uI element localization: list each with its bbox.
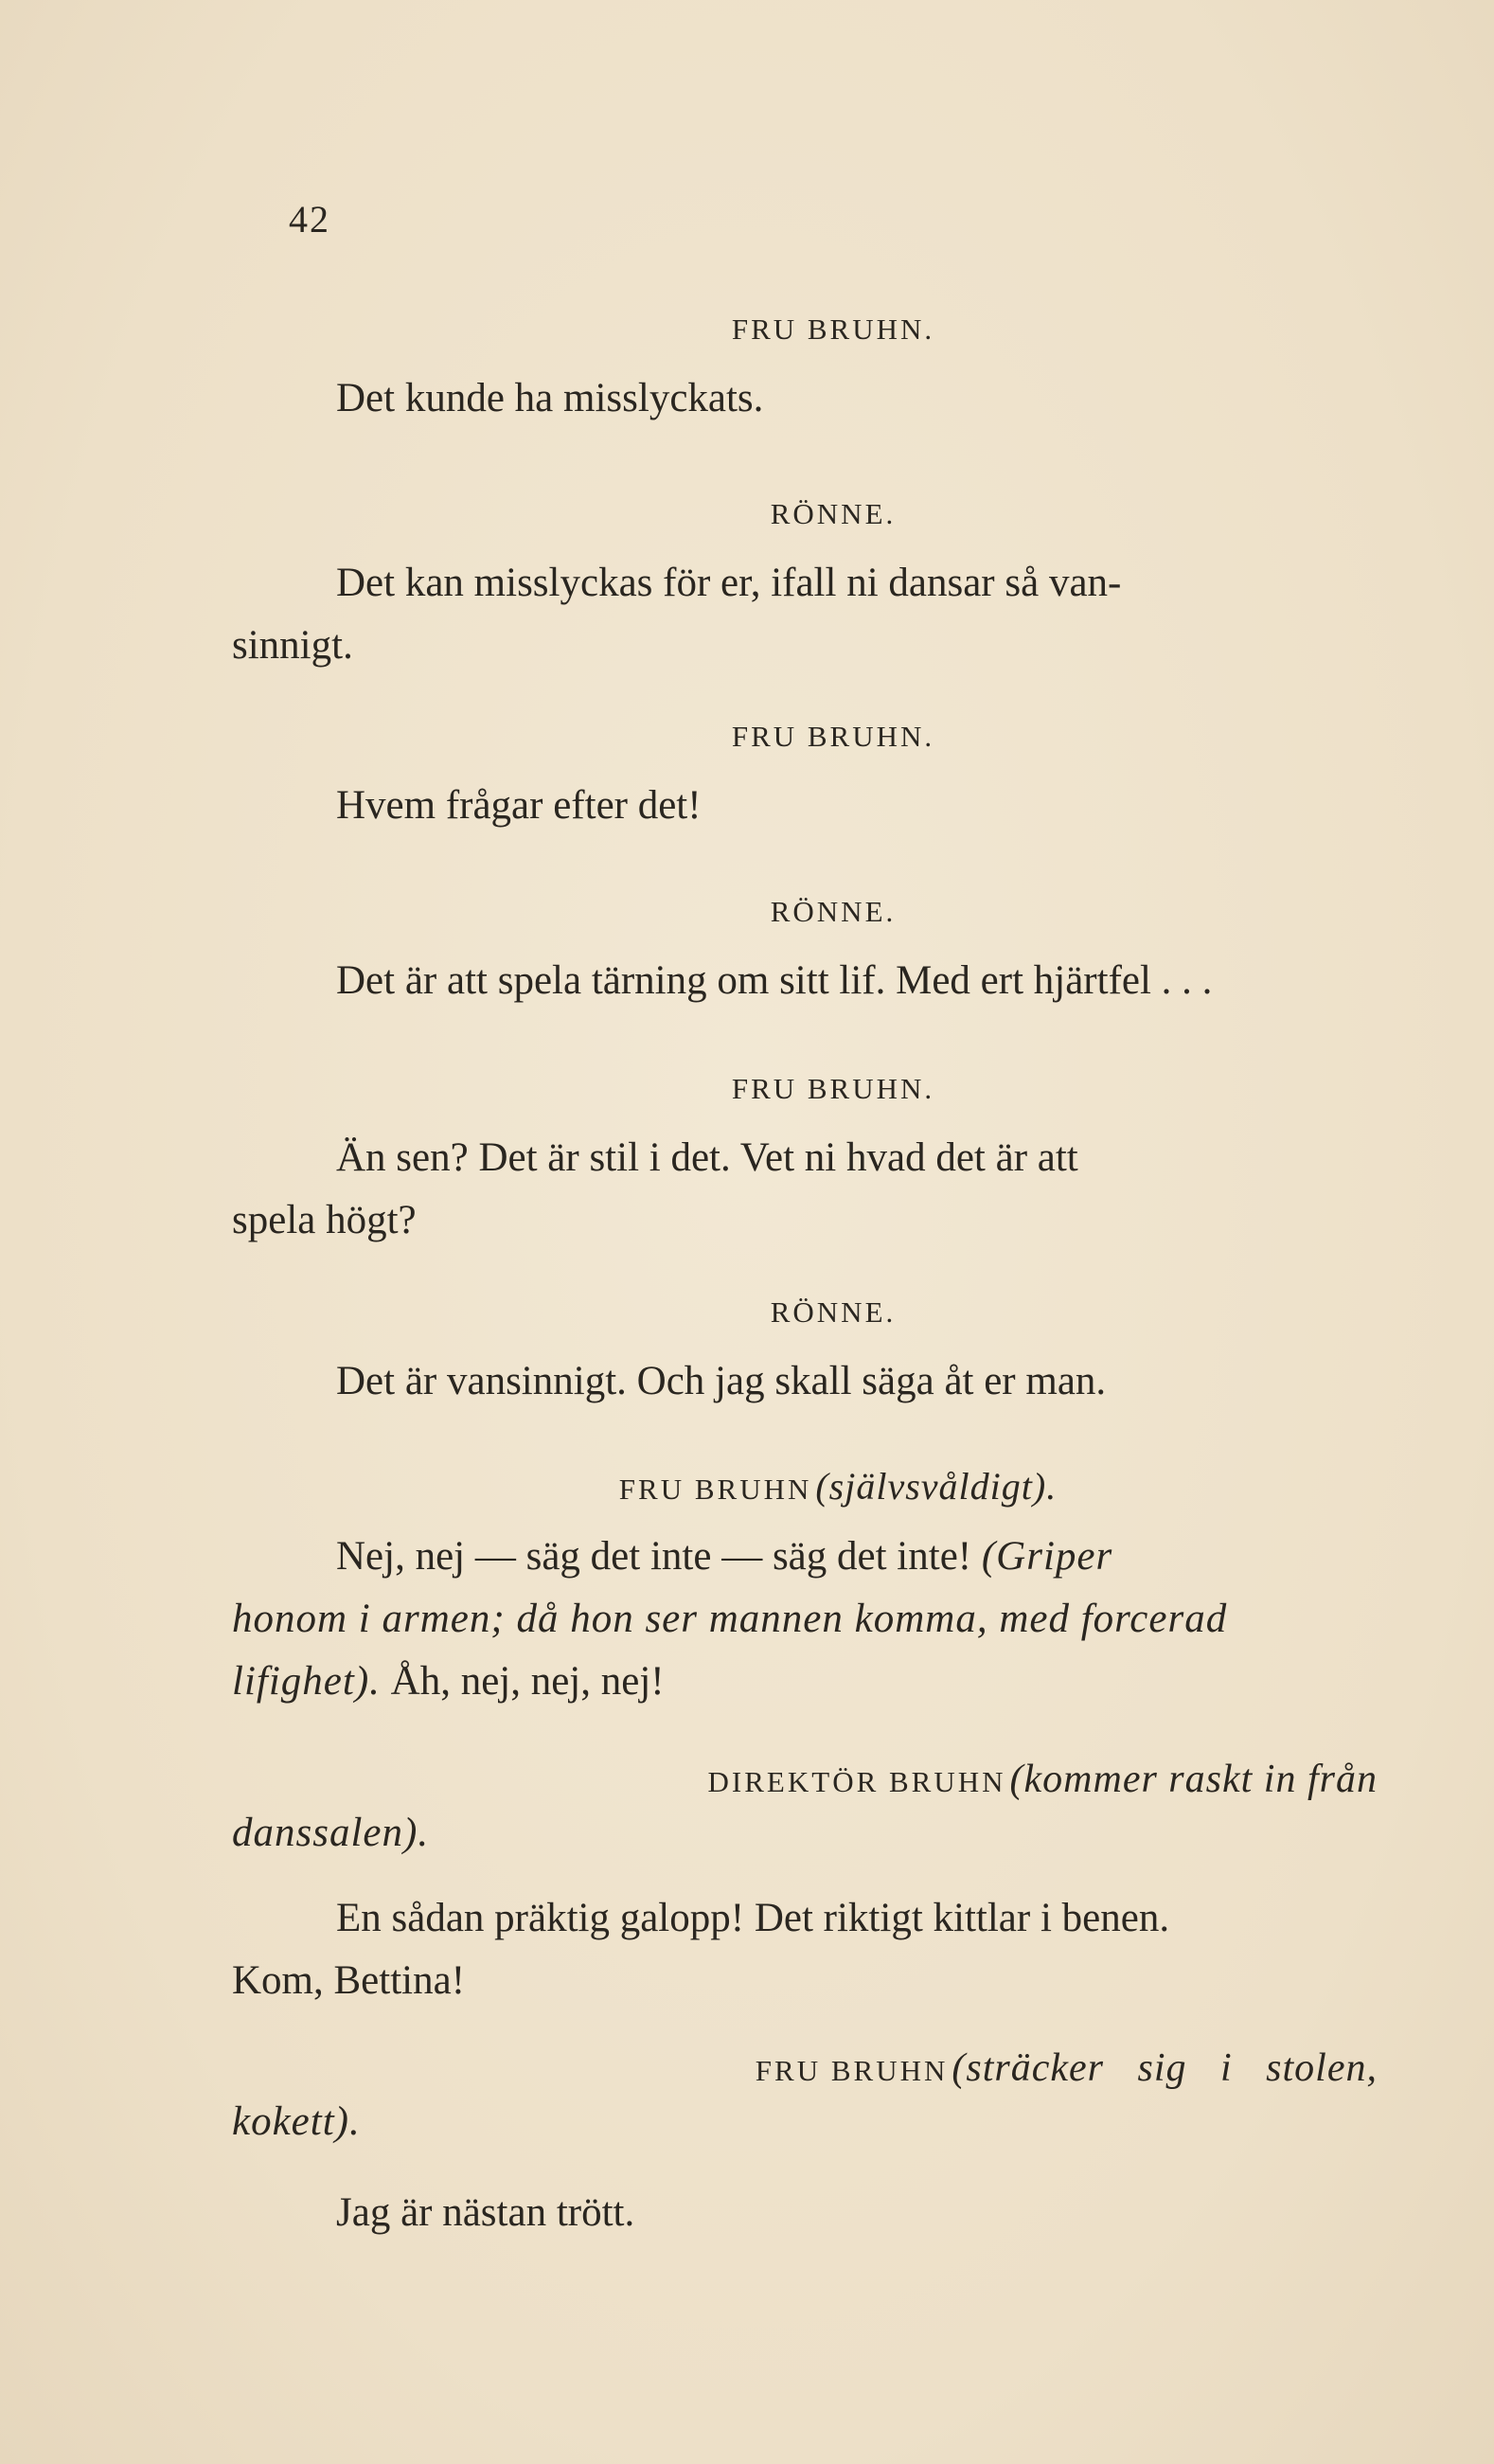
- dialogue-block-3: [232, 720, 1378, 837]
- speaker-name: FRU BRUHN: [618, 1473, 812, 1506]
- dialogue-line: Hvem frågar efter det!: [336, 783, 702, 828]
- dialogue-block-9: [232, 2045, 1378, 2244]
- speaker-name: RÖNNE.: [770, 1295, 897, 1329]
- speaker-name: FRU BRUHN.: [731, 312, 935, 346]
- dialogue-block-4: [232, 895, 1378, 1012]
- page-number: 42: [289, 198, 330, 241]
- speaker-name: DIREKTÖR BRUHN: [707, 1765, 1006, 1798]
- speaker-heading: [232, 1757, 1378, 1802]
- speaker-name: RÖNNE.: [770, 895, 897, 928]
- stage-direction: (självsvåldigt).: [815, 1465, 1058, 1508]
- dialogue-block-2: [232, 497, 1378, 677]
- stage-direction: (kommer raskt in från: [1009, 1758, 1378, 1801]
- dialogue-block-8: [232, 1757, 1378, 2012]
- stage-direction: (Griper: [981, 1534, 1113, 1579]
- stage-direction-line: danssalen).: [232, 1811, 430, 1855]
- speaker-heading: [232, 1464, 1378, 1509]
- dialogue-line: sinnigt.: [232, 623, 353, 668]
- dialogue-block-6: [232, 1295, 1378, 1413]
- dialogue-line: Än sen? Det är stil i det. Vet ni hvad det är att: [336, 1135, 1078, 1180]
- dialogue-line: Det är vansinnigt. Och jag skall säga åt er man.: [336, 1359, 1107, 1403]
- dialogue-block-5: [232, 1072, 1378, 1252]
- stage-direction: lifighet).: [232, 1659, 381, 1704]
- dialogue-text: Åh, nej, nej, nej!: [390, 1659, 665, 1704]
- speaker-name: FRU BRUHN: [755, 2054, 949, 2087]
- speaker-heading: [232, 2045, 1378, 2091]
- dialogue-line: Det kan misslyckas för er, ifall ni dansar så van-: [336, 561, 1122, 605]
- dialogue-line: spela högt?: [232, 1198, 417, 1242]
- speaker-name: RÖNNE.: [770, 497, 897, 530]
- dialogue-line: Det är att spela tärning om sitt lif. Med ert hjärtfel . . .: [336, 958, 1213, 1003]
- dialogue-line: Det kunde ha misslyckats.: [336, 376, 764, 420]
- dialogue-block-1: [232, 312, 1378, 430]
- dialogue-line: En sådan präktig galopp! Det riktigt kittlar i benen.: [336, 1896, 1170, 1940]
- stage-direction: (sträcker sig i stolen,: [952, 2046, 1378, 2090]
- dialogue-line: [232, 1526, 1378, 1588]
- speaker-name: FRU BRUHN.: [731, 1072, 935, 1105]
- stage-direction-line: kokett).: [232, 2099, 361, 2144]
- speaker-name: FRU BRUHN.: [731, 720, 935, 753]
- dialogue-text: Nej, nej — säg det inte — säg det inte!: [336, 1534, 972, 1579]
- dialogue-line: Kom, Bettina!: [232, 1958, 466, 2003]
- dialogue-block-7: [232, 1464, 1378, 1713]
- stage-direction-line: honom i armen; då hon ser mannen komma, med forcerad: [232, 1597, 1228, 1641]
- dialogue-line: Jag är nästan trött.: [336, 2190, 635, 2235]
- dialogue-line: [232, 1651, 1378, 1713]
